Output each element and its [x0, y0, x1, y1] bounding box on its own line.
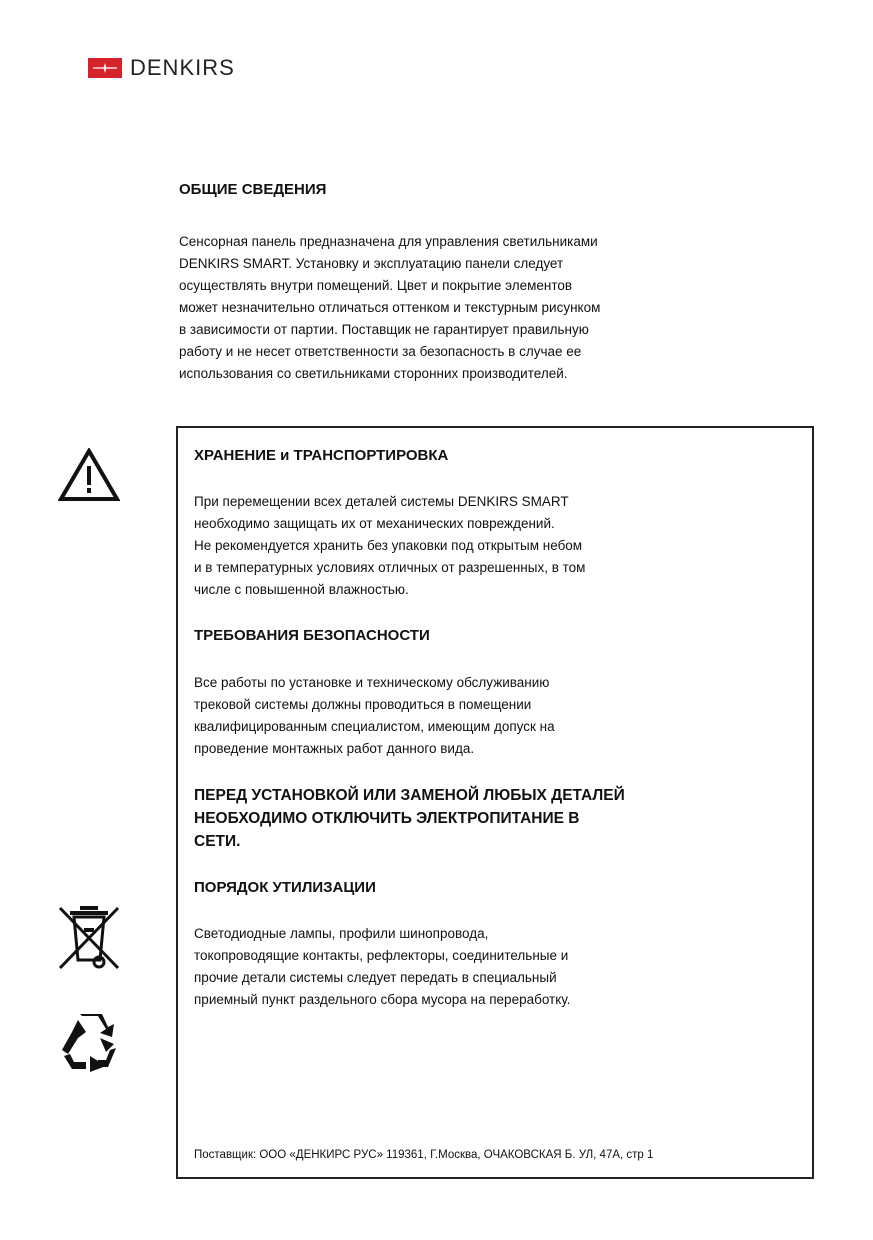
safety-text: Все работы по установке и техническому обслуживанию трековой системы должны проводиться в помещении квалифицированным специалистом, имеющим допуск на проведение монтажных работ данного вида. — [194, 675, 555, 756]
general-section — [179, 180, 679, 385]
disposal-title: ПОРЯДОК УТИЛИЗАЦИИ — [194, 879, 376, 896]
logo-mark-icon — [88, 58, 122, 78]
general-title: ОБЩИЕ СВЕДЕНИЯ — [179, 181, 327, 198]
info-box — [176, 426, 814, 1179]
safety-title: ТРЕБОВАНИЯ БЕЗОПАСНОСТИ — [194, 627, 430, 644]
power-off-warning: ПЕРЕД УСТАНОВКОЙ ИЛИ ЗАМЕНОЙ ЛЮБЫХ ДЕТАЛЕЙ НЕОБХОДИМО ОТКЛЮЧИТЬ ЭЛЕКТРОПИТАНИЕ В СЕТИ. — [194, 787, 625, 850]
general-text: Сенсорная панель предназначена для управления светильниками DENKIRS SMART. Установку и эксплуатацию панели следует осуществлять внутри помещений. Цвет и покрытие элементов может незначительно отличаться оттенком и текстурным рисунком в зависимости от партии. Поставщик не гарантирует правильную работу и не несет ответственности за безопасность в случае ее использования со светильниками сторонних производителей. — [179, 234, 601, 381]
disposal-text: Светодиодные лампы, профили шинопровода, токопроводящие контакты, рефлекторы, соединительные и прочие детали системы следует передать в специальный приемный пункт раздельного сбора мусора на переработку. — [194, 926, 571, 1007]
supplier-info: Поставщик: ООО «ДЕНКИРС РУС» 119361, Г.Москва, ОЧАКОВСКАЯ Б. УЛ, 47А, стр 1 — [194, 1149, 654, 1161]
brand-logo — [88, 57, 235, 79]
recycle-icon — [60, 1012, 120, 1079]
warning-triangle-icon — [58, 448, 120, 507]
storage-title: ХРАНЕНИЕ и ТРАНСПОРТИРОВКА — [194, 447, 449, 464]
brand-name: DENKIRS — [130, 55, 235, 80]
storage-text: При перемещении всех деталей системы DENKIRS SMART необходимо защищать их от механических повреждений. Не рекомендуется хранить без упаковки под открытым небом и в температурных условиях отличных от разрешенных, в том числе с повышенной влажностью. — [194, 494, 586, 597]
crossed-out-bin-icon — [56, 904, 122, 977]
